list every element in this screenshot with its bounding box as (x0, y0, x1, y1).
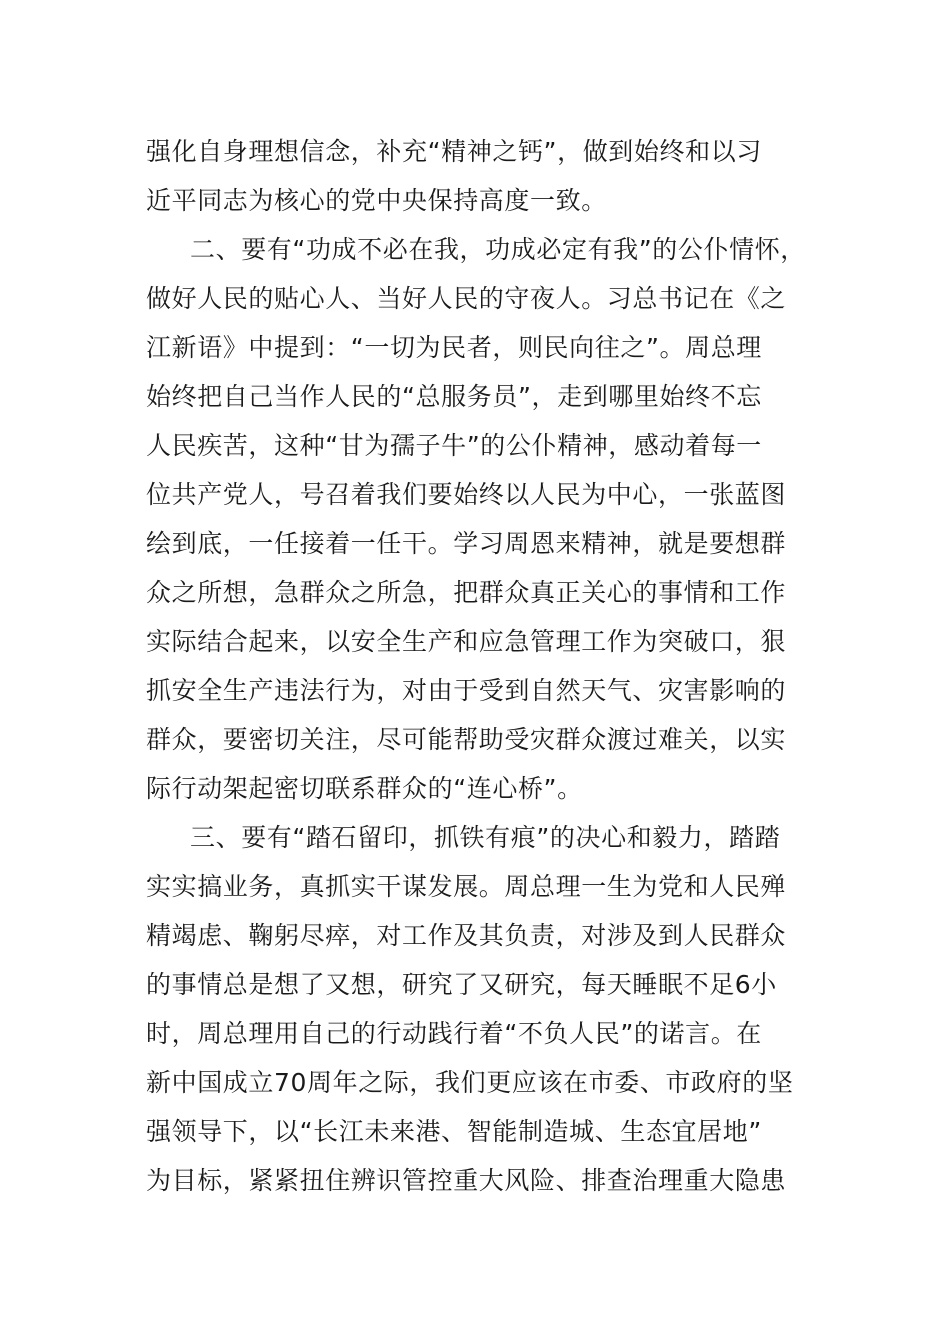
text-line: 群众，要密切关注，尽可能帮助受灾群众渡过难关，以实 (146, 725, 787, 754)
text-line: 始终把自己当作人民的“总服务员”，走到哪里始终不忘 (146, 382, 762, 411)
text-line: 实际结合起来，以安全生产和应急管理工作为突破口，狠 (146, 627, 787, 656)
text-line: 众之所想，急群众之所急，把群众真正关心的事情和工作 (146, 578, 787, 607)
text-line: 实实搞业务，真抓实干谋发展。周总理一生为党和人民殚 (146, 872, 787, 901)
text-line: 新中国成立70周年之际，我们更应该在市委、市政府的坚 (146, 1068, 794, 1097)
paragraph-3-start: 三、要有“踏石留印，抓铁有痕”的决心和毅力，踏踏 (190, 823, 781, 852)
text-line: 的事情总是想了又想，研究了又研究，每天睡眠不足6小 (146, 970, 777, 999)
text-line: 做好人民的贴心人、当好人民的守夜人。习总书记在《之 (146, 284, 787, 313)
text-line: 精竭虑、鞠躬尽瘁，对工作及其负责，对涉及到人民群众 (146, 921, 787, 950)
text-line: 江新语》中提到：“一切为民者，则民向往之”。周总理 (146, 333, 762, 362)
text-line: 绘到底，一任接着一任干。学习周恩来精神，就是要想群 (146, 529, 787, 558)
text-line: 抓安全生产违法行为，对由于受到自然天气、灾害影响的 (146, 676, 787, 705)
text-line: 强化自身理想信念，补充“精神之钙”，做到始终和以习 (146, 137, 762, 166)
text-line: 位共产党人，号召着我们要始终以人民为中心，一张蓝图 (146, 480, 787, 509)
text-line: 强领导下，以“长江未来港、智能制造城、生态宜居地” (146, 1117, 762, 1146)
text-line: 近平同志为核心的党中央保持高度一致。 (146, 186, 607, 215)
paragraph-2-start: 二、要有“功成不必在我，功成必定有我”的公仆情怀， (190, 235, 806, 264)
text-line: 人民疾苦，这种“甘为孺子牛”的公仆精神，感动着每一 (146, 431, 762, 460)
text-line: 时，周总理用自己的行动践行着“不负人民”的诺言。在 (146, 1019, 762, 1048)
text-line: 际行动架起密切联系群众的“连心桥”。 (146, 774, 583, 803)
text-line: 为目标，紧紧扭住辨识管控重大风险、排查治理重大隐患 (146, 1166, 787, 1195)
